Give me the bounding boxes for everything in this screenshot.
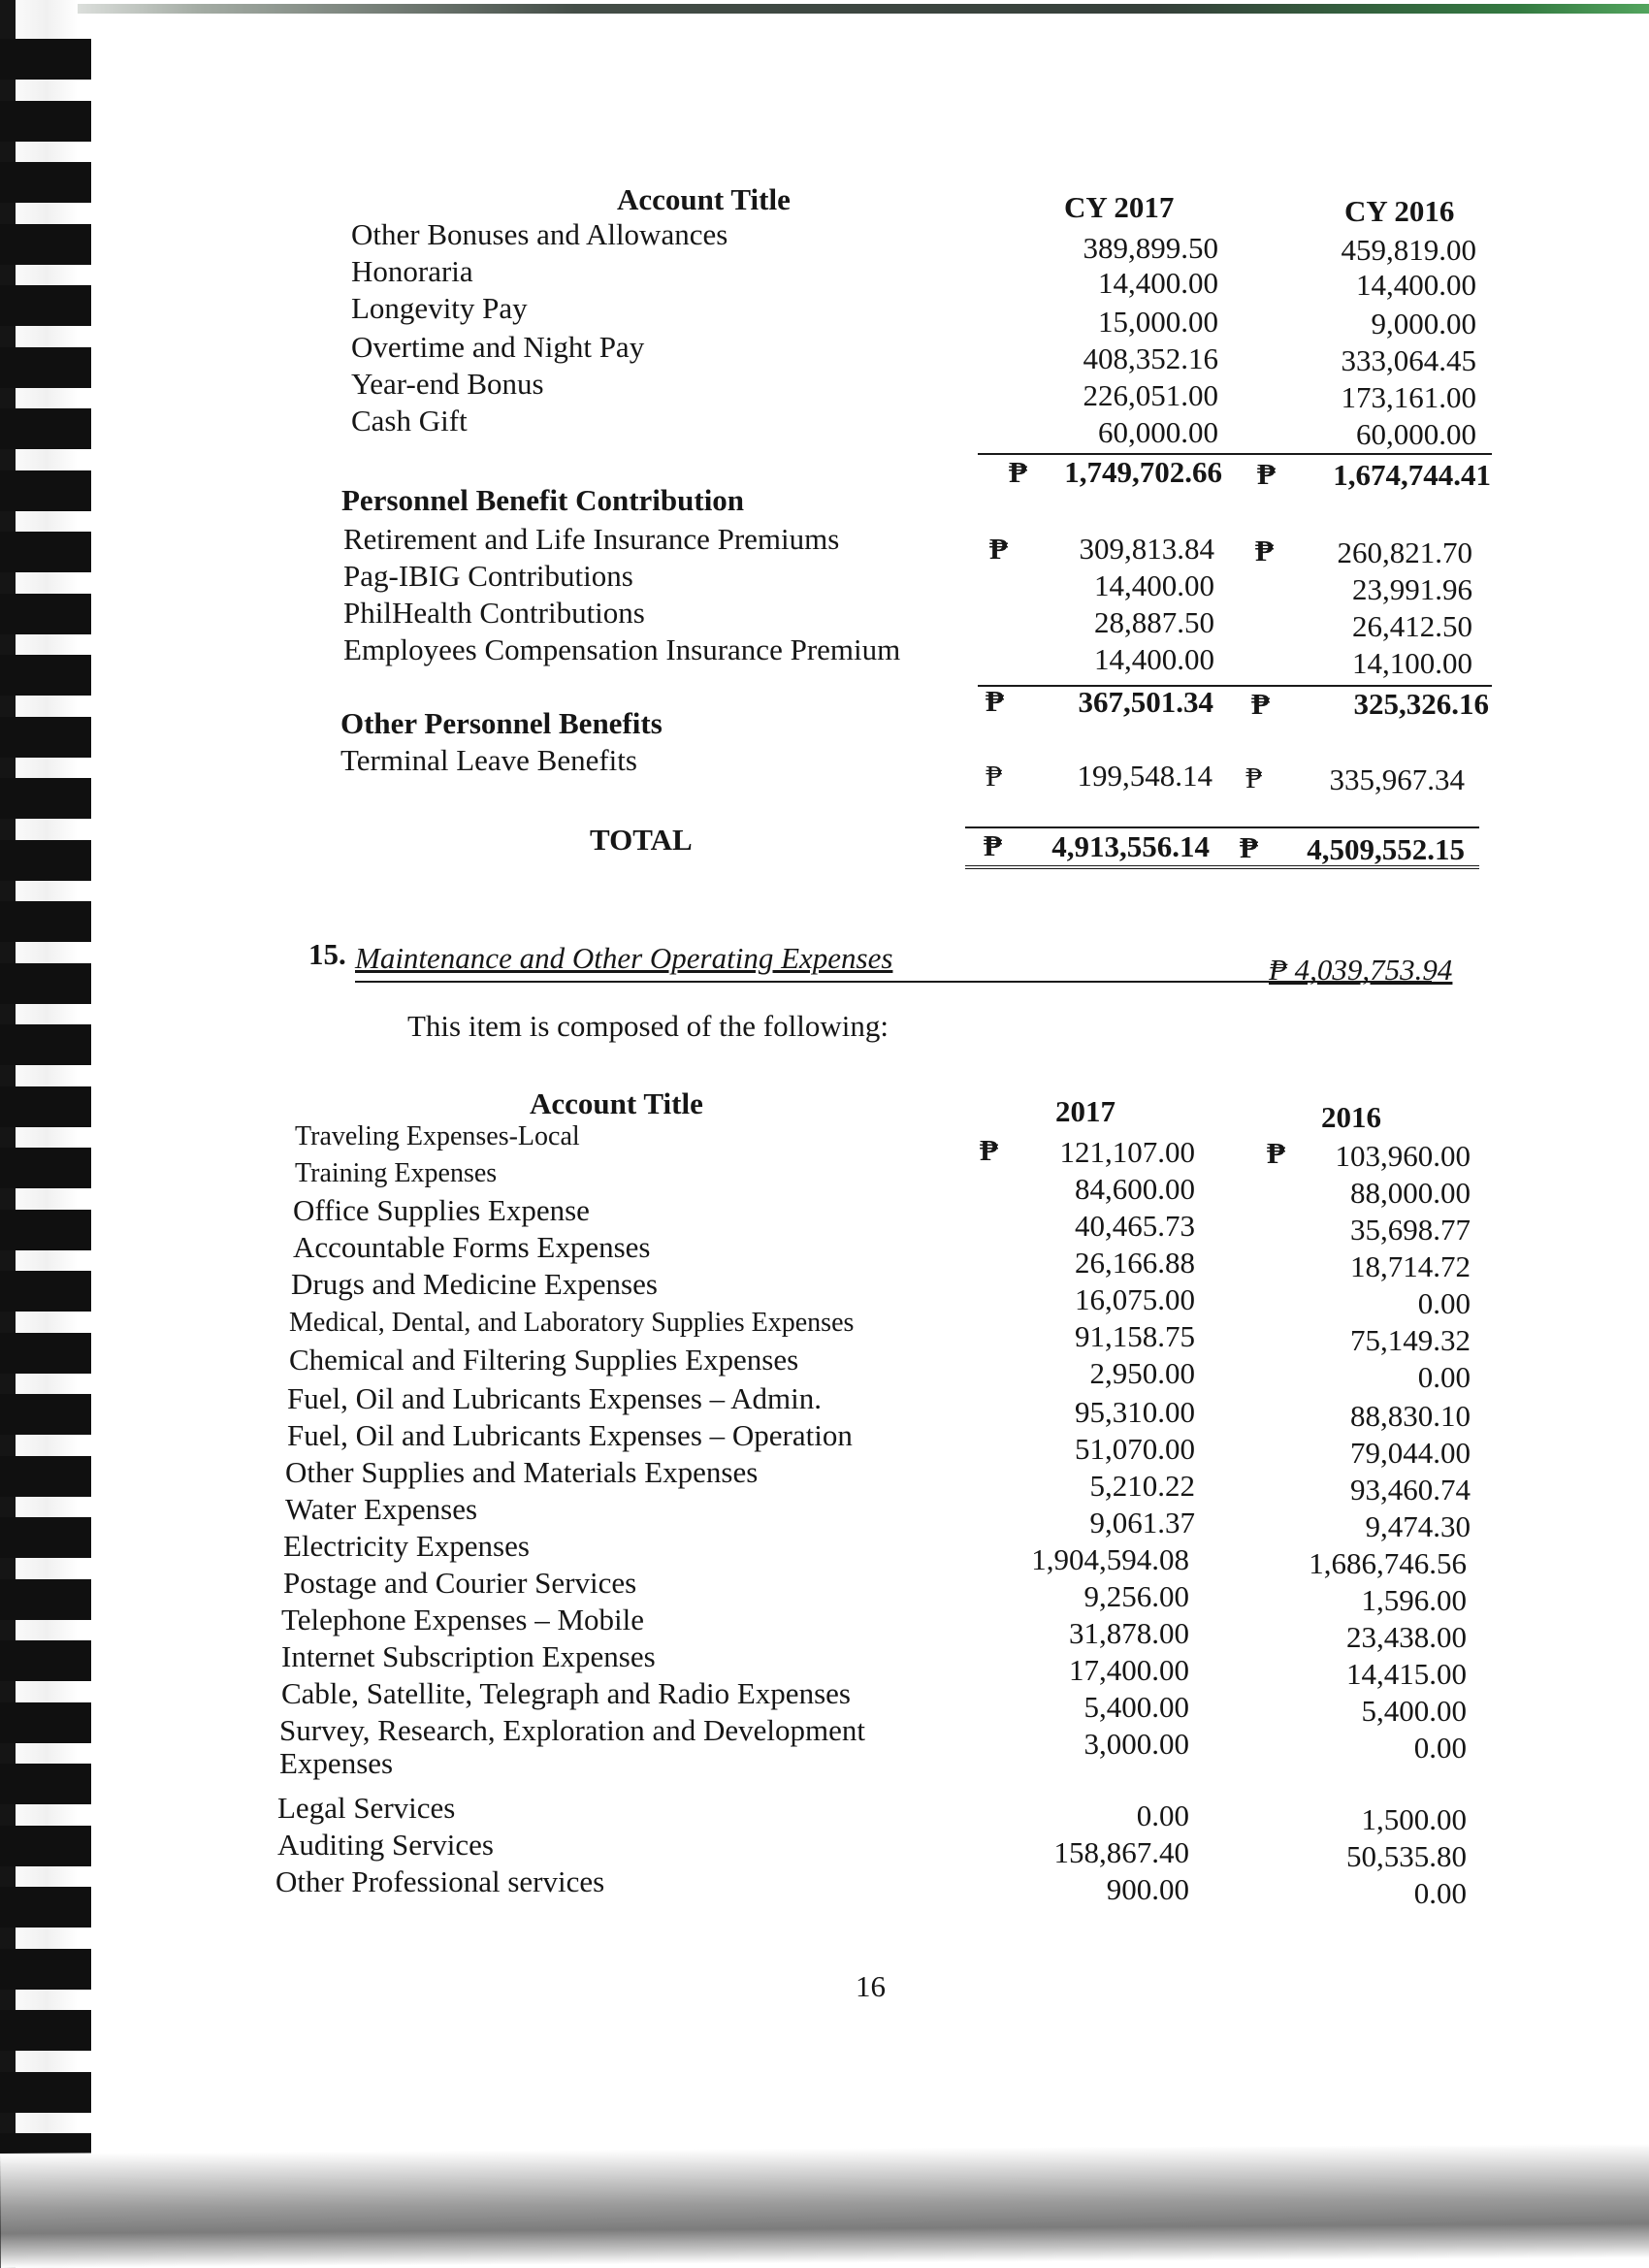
- subtotal-2016: 1,674,744.41: [1333, 458, 1491, 492]
- peso-sign: ₱: [1257, 457, 1276, 491]
- amount-2017: 84,600.00: [1075, 1172, 1195, 1206]
- mooe-2017-header: 2017: [1055, 1094, 1116, 1128]
- account-row-label: Overtime and Night Pay: [351, 330, 645, 364]
- amount-2016: 5,400.00: [1361, 1694, 1467, 1728]
- contribution-subtotal-2016: 325,326.16: [1353, 687, 1489, 721]
- amount-2017: 15,000.00: [1098, 305, 1218, 339]
- amount-2017: 158,867.40: [1053, 1835, 1189, 1869]
- amount-2016: 9,000.00: [1371, 307, 1476, 340]
- amount-2017: 14,400.00: [1094, 642, 1214, 676]
- amount-2016: 1,686,746.56: [1309, 1546, 1467, 1580]
- amount-2017: 91,158.75: [1075, 1319, 1195, 1353]
- account-row-label: PhilHealth Contributions: [343, 596, 645, 630]
- subtotal-2017: 1,749,702.66: [1064, 455, 1222, 489]
- expense-row-label: Training Expenses: [295, 1158, 498, 1188]
- amount-2016: 1,596.00: [1361, 1583, 1467, 1617]
- expense-row-label: Medical, Dental, and Laboratory Supplies Expenses: [289, 1308, 855, 1338]
- amount-2017: 0.00: [1136, 1798, 1189, 1832]
- expense-row-label-continued: Expenses: [279, 1746, 394, 1780]
- account-row-label: Longevity Pay: [351, 291, 528, 325]
- amount-2016: 14,100.00: [1352, 646, 1472, 680]
- total-2016: 4,509,552.15: [1307, 832, 1465, 866]
- total-label: TOTAL: [590, 823, 693, 857]
- page-number: 16: [856, 1969, 886, 2003]
- expense-row-label: Fuel, Oil and Lubricants Expenses – Operation: [287, 1418, 853, 1452]
- account-row-label: Pag-IBIG Contributions: [343, 559, 633, 593]
- amount-2016: 335,967.34: [1329, 762, 1465, 796]
- amount-2017: 5,400.00: [1083, 1690, 1189, 1724]
- amount-2017: 226,051.00: [1083, 378, 1218, 412]
- mooe-amount: ₱ 4,039,753.94: [1269, 953, 1453, 987]
- account-row-label: Employees Compensation Insurance Premium: [343, 632, 901, 666]
- amount-2017: 900.00: [1106, 1872, 1189, 1906]
- cy2016-header: CY 2016: [1344, 194, 1455, 228]
- amount-2016: 23,438.00: [1346, 1620, 1467, 1654]
- amount-2016: 459,819.00: [1341, 233, 1476, 267]
- amount-2017: 14,400.00: [1098, 266, 1218, 300]
- expense-row-label: Auditing Services: [277, 1828, 494, 1862]
- amount-2017: 5,210.22: [1089, 1469, 1195, 1503]
- amount-2017: 3,000.00: [1083, 1727, 1189, 1761]
- amount-2017: 31,878.00: [1069, 1616, 1189, 1650]
- expense-row-label: Office Supplies Expense: [293, 1193, 590, 1227]
- amount-2016: 60,000.00: [1356, 417, 1476, 451]
- amount-2016: 26,412.50: [1352, 609, 1472, 643]
- amount-2017: 309,813.84: [1079, 532, 1214, 566]
- account-row-label: Year-end Bonus: [351, 367, 544, 401]
- amount-2017: 9,256.00: [1083, 1579, 1189, 1613]
- amount-2017: 17,400.00: [1069, 1653, 1189, 1687]
- amount-2016: 103,960.00: [1335, 1139, 1471, 1173]
- expense-row-label: Legal Services: [277, 1791, 456, 1825]
- expense-row-label: Cable, Satellite, Telegraph and Radio Expenses: [281, 1676, 851, 1710]
- peso-sign: ₱: [980, 1133, 998, 1167]
- expense-row-label: Accountable Forms Expenses: [293, 1230, 651, 1264]
- amount-2017: 14,400.00: [1094, 568, 1214, 602]
- peso-sign: ₱: [986, 759, 1003, 793]
- peso-sign: ₱: [1009, 455, 1027, 489]
- amount-2016: 35,698.77: [1350, 1213, 1471, 1247]
- amount-2016: 9,474.30: [1365, 1509, 1471, 1543]
- amount-2016: 0.00: [1417, 1286, 1471, 1320]
- amount-2016: 1,500.00: [1361, 1802, 1467, 1836]
- account-row-label: Retirement and Life Insurance Premiums: [343, 522, 840, 556]
- amount-2016: 88,000.00: [1350, 1176, 1471, 1210]
- amount-2017: 51,070.00: [1075, 1432, 1195, 1466]
- mooe-account-title-header: Account Title: [530, 1086, 703, 1120]
- amount-2016: 75,149.32: [1350, 1323, 1471, 1357]
- amount-2016: 93,460.74: [1350, 1473, 1471, 1507]
- amount-2016: 23,991.96: [1352, 572, 1472, 606]
- account-row-label: Cash Gift: [351, 404, 468, 437]
- account-title-header: Account Title: [617, 182, 791, 216]
- mooe-2016-header: 2016: [1321, 1100, 1381, 1134]
- expense-row-label: Chemical and Filtering Supplies Expenses: [289, 1343, 799, 1377]
- amount-2017: 95,310.00: [1075, 1395, 1195, 1429]
- peso-sign: ₱: [1267, 1136, 1285, 1170]
- amount-2017: 389,899.50: [1083, 231, 1218, 265]
- other-benefits-heading: Other Personnel Benefits: [340, 706, 663, 740]
- expense-row-label: Drugs and Medicine Expenses: [291, 1267, 658, 1301]
- note-number: 15.: [308, 937, 346, 971]
- amount-2017: 26,166.88: [1075, 1246, 1195, 1280]
- expense-row-label: Postage and Courier Services: [283, 1566, 637, 1600]
- total-2017: 4,913,556.14: [1051, 829, 1210, 863]
- cy2017-header: CY 2017: [1064, 190, 1175, 224]
- mooe-title: Maintenance and Other Operating Expenses: [355, 941, 893, 975]
- mooe-intro: This item is composed of the following:: [407, 1009, 889, 1043]
- expense-row-label: Survey, Research, Exploration and Development: [279, 1713, 866, 1747]
- account-row-label: Terminal Leave Benefits: [340, 743, 637, 777]
- expense-row-label: Electricity Expenses: [283, 1529, 530, 1563]
- amount-2017: 40,465.73: [1075, 1209, 1195, 1243]
- account-row-label: Other Bonuses and Allowances: [351, 217, 728, 251]
- amount-2016: 14,415.00: [1346, 1657, 1467, 1691]
- amount-2017: 2,950.00: [1089, 1356, 1195, 1390]
- amount-2017: 9,061.37: [1089, 1506, 1195, 1539]
- peso-sign: ₱: [986, 684, 1004, 718]
- amount-2016: 79,044.00: [1350, 1436, 1471, 1470]
- contribution-heading: Personnel Benefit Contribution: [341, 483, 745, 517]
- amount-2016: 173,161.00: [1341, 380, 1476, 414]
- amount-2016: 0.00: [1413, 1876, 1467, 1910]
- amount-2017: 408,352.16: [1083, 341, 1218, 375]
- expense-row-label: Water Expenses: [285, 1492, 478, 1526]
- expense-row-label: Other Professional services: [275, 1864, 605, 1898]
- amount-2016: 333,064.45: [1341, 343, 1476, 377]
- peso-sign: ₱: [989, 532, 1008, 566]
- expense-row-label: Telephone Expenses – Mobile: [281, 1603, 645, 1636]
- account-row-label: Honoraria: [351, 254, 473, 288]
- amount-2016: 0.00: [1417, 1360, 1471, 1394]
- expense-row-label: Fuel, Oil and Lubricants Expenses – Admin.: [287, 1381, 823, 1415]
- amount-2016: 88,830.10: [1350, 1399, 1471, 1433]
- amount-2017: 199,548.14: [1077, 759, 1212, 793]
- expense-row-label: Other Supplies and Materials Expenses: [285, 1455, 759, 1489]
- peso-sign: ₱: [1255, 534, 1274, 567]
- amount-2017: 1,904,594.08: [1031, 1542, 1189, 1576]
- peso-sign: ₱: [1245, 761, 1263, 794]
- peso-sign: ₱: [1240, 830, 1258, 864]
- amount-2016: 0.00: [1413, 1731, 1467, 1765]
- amount-2017: 16,075.00: [1075, 1282, 1195, 1316]
- peso-sign: ₱: [984, 828, 1002, 862]
- amount-2017: 28,887.50: [1094, 605, 1214, 639]
- amount-2016: 50,535.80: [1346, 1839, 1467, 1873]
- expense-row-label: Internet Subscription Expenses: [281, 1639, 656, 1673]
- amount-2017: 121,107.00: [1059, 1135, 1195, 1169]
- peso-sign: ₱: [1251, 687, 1270, 721]
- amount-2016: 260,821.70: [1337, 535, 1472, 569]
- amount-2016: 18,714.72: [1350, 1249, 1471, 1283]
- amount-2016: 14,400.00: [1356, 268, 1476, 302]
- contribution-subtotal-2017: 367,501.34: [1078, 685, 1213, 719]
- amount-2017: 60,000.00: [1098, 415, 1218, 449]
- expense-row-label: Traveling Expenses-Local: [295, 1121, 580, 1151]
